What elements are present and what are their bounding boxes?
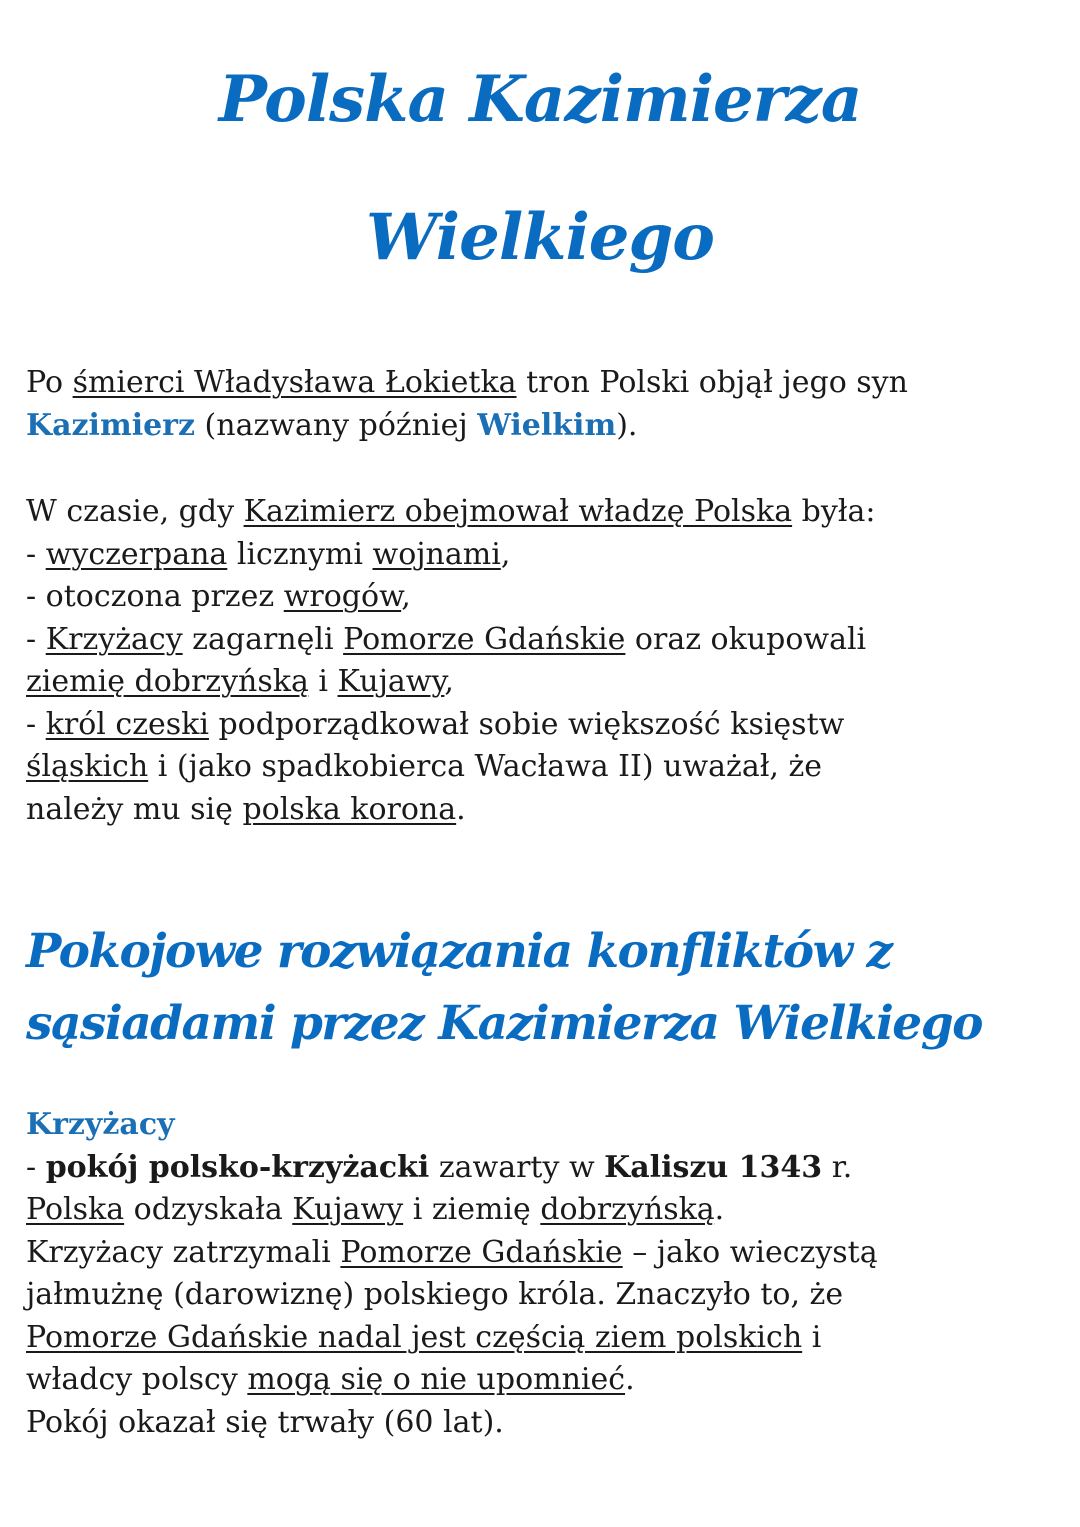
status-line-8: [26, 789, 1066, 832]
intro-line-1: [26, 362, 1066, 405]
text-fragment: -: [26, 536, 46, 572]
bold-term: Kaliszu 1343: [604, 1149, 823, 1185]
underlined-term: wyczerpana: [45, 536, 228, 572]
intro-line-2: [26, 405, 1066, 448]
text-fragment: była:: [792, 494, 876, 529]
text-fragment: – jako wieczystą: [622, 1234, 878, 1270]
text-fragment: jałmużnę (darowiznę) polskiego króla. Znaczyło to, że: [26, 1277, 844, 1312]
text-fragment: - otoczona przez: [26, 579, 284, 614]
text-fragment: Krzyżacy zatrzymali: [26, 1234, 341, 1270]
underlined-term: Kujawy: [292, 1192, 404, 1227]
text-fragment: oraz okupowali: [625, 621, 867, 657]
highlighted-name: Kazimierz: [26, 407, 196, 443]
text-fragment: Po: [26, 365, 73, 400]
status-line-2: [26, 534, 1066, 577]
krzyzacy-line-3: [26, 1232, 1066, 1275]
status-line-3: [26, 576, 1066, 619]
intro-paragraph: [26, 362, 1066, 447]
underlined-term: Pomorze Gdańskie nadal jest częścią ziem polskich: [26, 1319, 803, 1355]
text-fragment: .: [456, 791, 466, 827]
status-line-7: [26, 746, 1066, 789]
text-fragment: zawarty w: [429, 1149, 605, 1185]
text-fragment: Pokój okazał się trwały (60 lat).: [26, 1404, 504, 1440]
underlined-term: Pomorze Gdańskie: [343, 621, 626, 657]
krzyzacy-line-7: [26, 1402, 1066, 1445]
text-fragment: .: [714, 1192, 725, 1227]
text-fragment: r.: [822, 1149, 853, 1185]
underlined-term: dobrzyńską: [540, 1192, 715, 1227]
text-fragment: tron Polski objął jego syn: [516, 365, 908, 400]
underlined-term: wojnami: [372, 536, 501, 572]
underlined-term: śmierci Władysława Łokietka: [72, 365, 517, 400]
text-fragment: i: [802, 1319, 822, 1355]
underlined-term: Polska: [26, 1192, 125, 1227]
krzyzacy-line-6: [26, 1359, 1066, 1402]
text-fragment: i (jako spadkobierca Wacława II) uważał, że: [148, 749, 823, 784]
text-fragment: i: [308, 664, 338, 699]
text-fragment: zagarnęli: [182, 621, 344, 657]
highlighted-name: Wielkim: [477, 407, 617, 443]
underlined-term: Krzyżacy: [45, 621, 183, 657]
text-fragment: licznymi: [227, 536, 373, 572]
text-fragment: -: [26, 706, 46, 742]
krzyzacy-line-2: [26, 1189, 1066, 1232]
text-fragment: należy mu się: [26, 791, 243, 827]
text-fragment: ,: [500, 536, 511, 572]
status-line-4: [26, 619, 1066, 662]
status-line-1: [26, 491, 1066, 534]
text-fragment: (nazwany później: [195, 407, 478, 443]
page-title-line-2: Wielkiego: [366, 200, 714, 275]
text-fragment: odzyskała: [124, 1192, 293, 1227]
text-fragment: podporządkował sobie większość księstw: [208, 706, 845, 742]
krzyzacy-line-4: [26, 1274, 1066, 1317]
text-fragment: W czasie, gdy: [26, 494, 244, 529]
text-fragment: ,: [444, 664, 454, 699]
krzyzacy-line-5: [26, 1317, 1066, 1360]
text-fragment: ,: [401, 579, 411, 614]
status-paragraph: [26, 491, 1066, 831]
underlined-term: ziemię dobrzyńską: [26, 664, 309, 699]
underlined-term: król czeski: [45, 706, 209, 742]
underlined-term: śląskich: [26, 749, 149, 784]
underlined-term: Pomorze Gdańskie: [340, 1234, 623, 1270]
status-line-6: [26, 704, 1066, 747]
section-title-line-1: Pokojowe rozwiązania konfliktów z: [26, 924, 892, 979]
bold-term: pokój polsko-krzyżacki: [45, 1149, 430, 1185]
underlined-term: Kazimierz obejmował władzę Polska: [243, 494, 793, 529]
krzyzacy-section: [26, 1104, 1066, 1444]
text-fragment: .: [625, 1362, 635, 1397]
underlined-term: wrogów: [283, 579, 402, 614]
subsection-heading: Krzyżacy: [26, 1107, 175, 1142]
text-fragment: i ziemię: [403, 1192, 541, 1227]
underlined-term: mogą się o nie upomnieć: [247, 1362, 626, 1397]
page-title-line-1: Polska Kazimierza: [218, 62, 862, 137]
krzyzacy-line-1: [26, 1147, 1066, 1190]
text-fragment: władcy polscy: [26, 1362, 248, 1397]
text-fragment: -: [26, 1149, 46, 1185]
section-title-line-2: sąsiadami przez Kazimierza Wielkiego: [26, 996, 982, 1051]
underlined-term: Kujawy: [337, 664, 445, 699]
text-fragment: ).: [616, 407, 638, 443]
status-line-5: [26, 661, 1066, 704]
underlined-term: polska korona: [242, 791, 457, 827]
text-fragment: -: [26, 621, 46, 657]
